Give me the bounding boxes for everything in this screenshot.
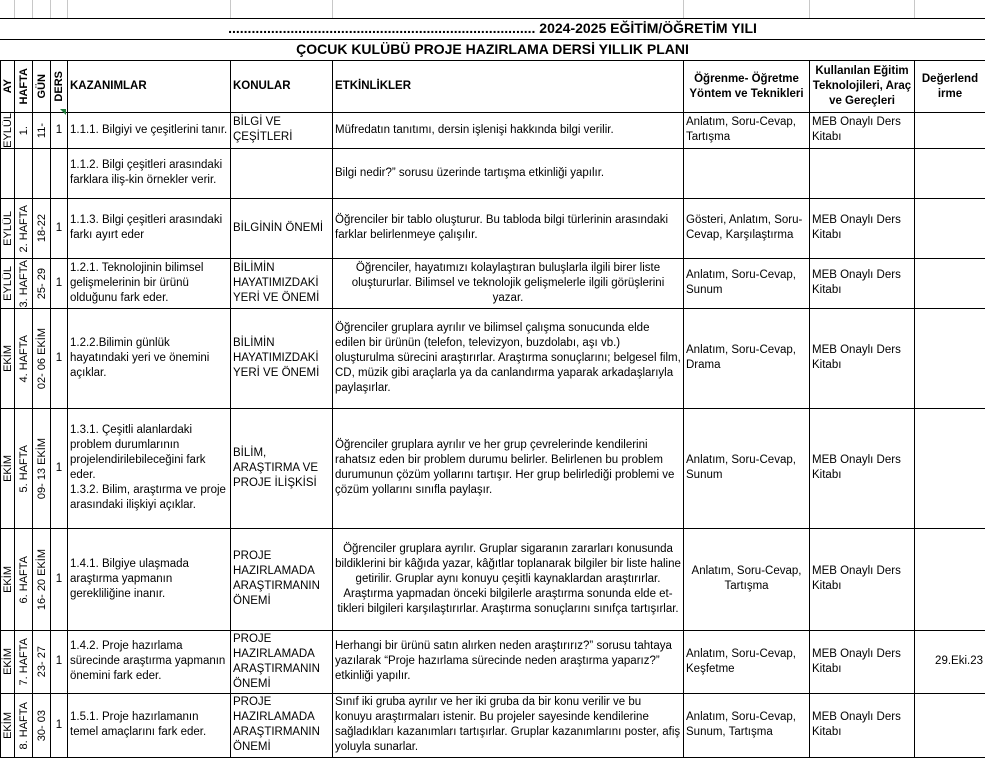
grid-line xyxy=(809,0,810,18)
table-row xyxy=(1,113,985,149)
cell-degerlendirme[interactable] xyxy=(915,198,985,258)
table-row xyxy=(1,258,985,308)
col-header-konular[interactable]: KONULAR xyxy=(231,61,333,113)
cell-ders[interactable]: 1 xyxy=(51,528,68,630)
annual-plan-table xyxy=(0,60,985,758)
cell-arac[interactable]: MEB Onaylı Ders Kitabı xyxy=(810,198,915,258)
cell-gun[interactable]: 11- xyxy=(33,113,51,149)
cell-note-indicator xyxy=(60,109,66,115)
cell-degerlendirme[interactable] xyxy=(915,308,985,408)
cell-kazanim[interactable]: 1.1.3. Bilgi çeşitleri arasındaki farkı ayırt eder xyxy=(68,198,231,258)
cell-ders[interactable]: 1 xyxy=(51,198,68,258)
col-header-yontem[interactable]: Öğrenme- Öğretme Yöntem ve Teknikleri xyxy=(684,61,810,113)
header-row xyxy=(1,61,985,113)
table-row xyxy=(1,148,985,198)
cell-ders[interactable]: 1 xyxy=(51,308,68,408)
cell-konu[interactable]: BİLİMİN HAYATIMIZDAKİ YERİ VE ÖNEMİ xyxy=(231,308,333,408)
cell-ay[interactable]: EKİM xyxy=(1,528,15,630)
cell-konu[interactable]: BİLGİ VE ÇEŞİTLERİ xyxy=(231,113,333,149)
grid-line xyxy=(914,0,915,18)
cell-ay[interactable]: EYLÜL xyxy=(1,258,15,308)
table-row xyxy=(1,408,985,528)
cell-konu[interactable]: PROJE HAZIRLAMADA ARAŞTIRMANIN ÖNEMİ xyxy=(231,693,333,757)
cell-kazanim[interactable]: 1.3.1. Çeşitli alanlardaki problem durumlarının projelendirilebileceğini fark eder. 1.3.2. Bilim, araştırma ve proje arasındaki ilişkiyi açıklar. xyxy=(68,408,231,528)
spreadsheet-top-row xyxy=(0,0,985,19)
cell-degerlendirme[interactable] xyxy=(915,113,985,149)
cell-ders[interactable] xyxy=(51,148,68,198)
cell-etkinlik[interactable]: Sınıf iki gruba ayrılır ve her iki gruba da bir konu verilir ve bu konuyu araştırmaları istenir. Bu projeler sayesinde kendilerine sağladıkları kazanımları tartışırlar. Gruplar kazanımlarını poster, afiş yoluyla sunarlar. xyxy=(333,693,684,757)
cell-yontem[interactable]: Anlatım, Soru-Cevap, Tartışma xyxy=(684,528,810,630)
cell-yontem[interactable]: Anlatım, Soru-Cevap, Sunum, Tartışma xyxy=(684,693,810,757)
cell-degerlendirme[interactable] xyxy=(915,148,985,198)
cell-hafta[interactable]: 3. HAFTA xyxy=(15,258,33,308)
cell-arac[interactable]: MEB Onaylı Ders Kitabı xyxy=(810,258,915,308)
cell-degerlendirme[interactable] xyxy=(915,408,985,528)
cell-kazanim[interactable]: 1.2.2.Bilimin günlük hayatındaki yeri ve önemini açıklar. xyxy=(68,308,231,408)
cell-ay[interactable]: EKİM xyxy=(1,693,15,757)
col-header-degerlendirme[interactable]: Değerlend irme xyxy=(915,61,985,113)
table-row xyxy=(1,308,985,408)
cell-ders[interactable]: 1 xyxy=(51,113,68,149)
cell-yontem[interactable]: Anlatım, Soru-Cevap, Drama xyxy=(684,308,810,408)
cell-gun[interactable]: 25- 29 xyxy=(33,258,51,308)
cell-konu[interactable] xyxy=(231,148,333,198)
grid-line xyxy=(14,0,15,18)
cell-konu[interactable]: BİLİM, ARAŞTIRMA VE PROJE İLİŞKİSİ xyxy=(231,408,333,528)
year-title: 2024-2025 EĞİTİM/ÖĞRETİM YILI xyxy=(539,20,757,36)
cell-etkinlik[interactable]: Bilgi nedir?” sorusu üzerinde tartışma etkinliği yapılır. xyxy=(333,148,684,198)
cell-ay[interactable]: EYLÜL xyxy=(1,113,14,148)
cell-ders[interactable]: 1 xyxy=(51,408,68,528)
cell-yontem[interactable]: Anlatım, Soru-Cevap, Keşfetme xyxy=(684,630,810,693)
grid-line xyxy=(67,0,68,18)
cell-arac[interactable]: MEB Onaylı Ders Kitabı xyxy=(810,630,915,693)
grid-line xyxy=(332,0,333,18)
cell-degerlendirme[interactable]: 29.Eki.23 xyxy=(915,630,985,693)
col-header-kazanimlar[interactable]: KAZANIMLAR xyxy=(68,61,231,113)
cell-arac[interactable]: MEB Onaylı Ders Kitabı xyxy=(810,113,915,149)
cell-yontem[interactable]: Anlatım, Soru-Cevap, Sunum xyxy=(684,258,810,308)
cell-etkinlik[interactable]: Öğrenciler, hayatımızı kolaylaştıran buluşlarla ilgili birer liste oluştururlar. Bilimsel ve teknolojik gelişmelerle ilgili görüşlerini yazar. xyxy=(333,258,684,308)
cell-hafta[interactable]: 4. HAFTA xyxy=(15,308,33,408)
cell-gun[interactable]: 18-22 xyxy=(33,198,51,258)
cell-hafta[interactable]: 6. HAFTA xyxy=(15,528,33,630)
col-header-hafta[interactable]: HAFTA xyxy=(15,61,33,113)
cell-degerlendirme[interactable] xyxy=(915,528,985,630)
cell-ay[interactable]: EKİM xyxy=(1,630,15,693)
cell-etkinlik[interactable]: Öğrenciler bir tablo oluşturur. Bu tabloda bilgi türlerinin arasındaki farklar belirlenmeye çalışılır. xyxy=(333,198,684,258)
cell-hafta[interactable]: 8. HAFTA xyxy=(15,693,33,757)
cell-etkinlik[interactable]: Herhangi bir ürünü satın alırken neden araştırırız?” sorusu tahtaya yazılarak “Proje hazırlama sürecinde neden araştırma yaparız?” etkinliği yapılır. xyxy=(333,630,684,693)
cell-arac[interactable]: MEB Onaylı Ders Kitabı xyxy=(810,528,915,630)
cell-ders[interactable]: 1 xyxy=(51,630,68,693)
cell-kazanim[interactable]: 1.1.2. Bilgi çeşitleri arasındaki farklara iliş-kin örnekler verir. xyxy=(68,148,231,198)
cell-etkinlik[interactable]: Öğrenciler gruplara ayrılır ve her grup çevrelerinde kendilerini rahatsız eden bir problem durumu belirler. Belirlenen bu problem durumunun çözüm yollarını tartışır. Her grup belirlediği problemi ve çözüm yollarını sınıfla paylaşır. xyxy=(333,408,684,528)
year-title-row xyxy=(0,18,985,40)
cell-konu[interactable]: BİLİMİN HAYATIMIZDAKİ YERİ VE ÖNEMİ xyxy=(231,258,333,308)
cell-kazanim[interactable]: 1.2.1. Teknolojinin bilimsel gelişmelerinin bir ürünü olduğunu fark eder. xyxy=(68,258,231,308)
table-row xyxy=(1,693,985,757)
cell-etkinlik[interactable]: Öğrenciler gruplara ayrılır ve bilimsel çalışma sonucunda elde edilen bir ürünün (telefon, televizyon, buzdolabı, aşı vb.) oluşturulma sürecini araştırırlar. Araştırma sonuçlarını; belgesel film, CD, müzik gibi araçlarla ya da canlandırma yaparak arkadaşlarıyla paylaşırlar. xyxy=(333,308,684,408)
cell-ay[interactable] xyxy=(1,148,15,198)
grid-line xyxy=(50,0,51,18)
cell-kazanim[interactable]: 1.5.1. Proje hazırlamanın temel amaçlarını fark eder. xyxy=(68,693,231,757)
cell-gun[interactable] xyxy=(33,148,51,198)
cell-kazanim[interactable]: 1.4.1. Bilgiye ulaşmada araştırma yapmanın gerekliliğine inanır. xyxy=(68,528,231,630)
cell-arac[interactable]: MEB Onaylı Ders Kitabı xyxy=(810,408,915,528)
cell-yontem[interactable] xyxy=(684,148,810,198)
col-header-ders[interactable]: DERS xyxy=(51,61,68,113)
cell-hafta[interactable]: 2. HAFTA xyxy=(15,198,33,258)
cell-ay[interactable]: EKİM xyxy=(1,308,15,408)
cell-etkinlik[interactable]: Müfredatın tanıtımı, dersin işlenişi hakkında bilgi verilir. xyxy=(333,113,684,149)
cell-gun[interactable]: 23- 27 xyxy=(33,630,51,693)
col-header-etkinlikler[interactable]: ETKİNLİKLER xyxy=(333,61,684,113)
cell-degerlendirme[interactable] xyxy=(915,258,985,308)
cell-gun[interactable]: 30- 03 xyxy=(33,693,51,757)
col-header-arac[interactable]: Kullanılan Eğitim Teknolojileri, Araç ve Gereçleri xyxy=(810,61,915,113)
grid-line xyxy=(32,0,33,18)
cell-konu[interactable]: PROJE HAZIRLAMADA ARAŞTIRMANIN ÖNEMİ xyxy=(231,630,333,693)
col-header-ay[interactable]: AY xyxy=(1,61,15,113)
plan-title: ÇOCUK KULÜBÜ PROJE HAZIRLAMA DERSİ YILLIK PLANI xyxy=(0,39,985,61)
grid-line xyxy=(230,0,231,18)
cell-ay[interactable]: EKİM xyxy=(1,408,15,528)
cell-kazanim[interactable]: 1.1.1. Bilgiyi ve çeşitlerini tanır. xyxy=(68,113,231,149)
table-row xyxy=(1,528,985,630)
table-row xyxy=(1,198,985,258)
cell-hafta[interactable]: 7. HAFTA xyxy=(15,630,33,693)
cell-gun[interactable]: 09- 13 EKİM xyxy=(33,408,51,528)
table-row xyxy=(1,630,985,693)
cell-konu[interactable]: PROJE HAZIRLAMADA ARAŞTIRMANIN ÖNEMİ xyxy=(231,528,333,630)
cell-arac[interactable]: MEB Onaylı Ders Kitabı xyxy=(810,693,915,757)
cell-degerlendirme[interactable] xyxy=(915,693,985,757)
cell-arac[interactable]: MEB Onaylı Ders Kitabı xyxy=(810,308,915,408)
cell-konu[interactable]: BİLGİNİN ÖNEMİ xyxy=(231,198,333,258)
cell-yontem[interactable]: Anlatım, Soru-Cevap, Sunum xyxy=(684,408,810,528)
col-header-gun[interactable]: GÜN xyxy=(33,61,51,113)
school-name-placeholder[interactable]: ............................................................................... xyxy=(228,20,536,36)
cell-gun[interactable]: 16- 20 EKİM xyxy=(33,528,51,630)
cell-hafta[interactable] xyxy=(15,148,33,198)
cell-ay[interactable]: EYLÜL xyxy=(1,198,15,258)
cell-hafta[interactable]: 5. HAFTA xyxy=(15,408,33,528)
grid-line xyxy=(683,0,684,18)
cell-yontem[interactable]: Anlatım, Soru-Cevap, Tartışma xyxy=(684,113,810,149)
cell-etkinlik[interactable]: Öğrenciler gruplara ayrılır. Gruplar sigaranın zararları konusunda bildiklerini bir kâğıda yazar, kâğıtlar toplanarak bilgiler bir liste haline getirilir. Gruplar aynı konuyu çeşitli kaynaklardan araştırırlar. Araştırma yapmadan önceki bilgilerle araştırma sonunda elde et-tikleri bilgileri karşılaştırırlar. Araştırma sonuçlarını sınıfça tartışırlar. xyxy=(333,528,684,630)
cell-hafta[interactable]: 1. xyxy=(15,113,33,149)
cell-gun[interactable]: 02- 06 EKİM xyxy=(33,308,51,408)
cell-yontem[interactable]: Gösteri, Anlatım, Soru-Cevap, Karşılaştırma xyxy=(684,198,810,258)
cell-kazanim[interactable]: 1.4.2. Proje hazırlama sürecinde araştırma yapmanın önemini fark eder. xyxy=(68,630,231,693)
cell-ders[interactable]: 1 xyxy=(51,693,68,757)
cell-arac[interactable] xyxy=(810,148,915,198)
cell-ders[interactable]: 1 xyxy=(51,258,68,308)
